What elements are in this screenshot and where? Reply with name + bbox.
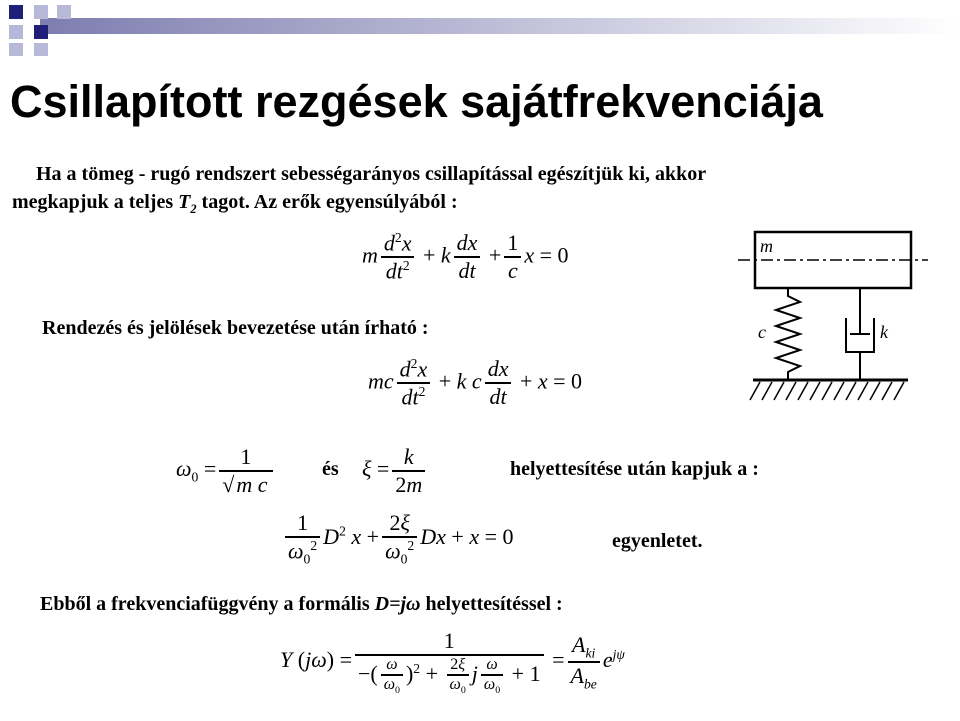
intro-line-2	[12, 188, 458, 223]
deco-square-1	[9, 5, 23, 19]
ebbol-line	[40, 590, 563, 618]
deco-square-3	[57, 5, 71, 19]
ebbol-text-a: Ebből a frekvenciafüggvény a formális	[40, 593, 370, 615]
equation-operator: $\frac{1}{\omega_0^2}$ $D^2$ x + $\frac{2\xi}{\omega_0^2}$ Dx + x = 0	[282, 510, 514, 568]
deco-square-6	[9, 43, 23, 56]
intro-line-2-b: tagot. Az erők egyensúlyából :	[196, 191, 458, 213]
damper-label: k	[880, 322, 888, 342]
mass-label: m	[760, 236, 773, 256]
helyettesitese-text: helyettesítése után kapjuk a :	[510, 458, 759, 480]
deco-square-2	[34, 5, 48, 19]
slide-title: Csillapított rezgések sajátfrekvenciája	[10, 76, 823, 127]
rendezes-text: Rendezés és jelölések bevezetése után írható :	[42, 317, 429, 339]
header-gradient-band	[40, 18, 960, 34]
t2-symbol: $T_2$	[178, 191, 197, 216]
xi-definition: ξ = $\frac{k}{2m}$	[362, 444, 428, 498]
ebbol-text-b: helyettesítéssel :	[425, 593, 563, 615]
spring-label: c	[758, 322, 766, 342]
es-text: és	[322, 458, 339, 480]
deco-square-5	[34, 25, 48, 39]
equation-motion: m $\frac{d^2x}{dt^2}$ + k $\frac{dx}{dt}$ + $\frac{1}{c}$ x = 0	[362, 230, 569, 284]
deco-square-4	[9, 25, 23, 39]
ground-hatching	[750, 382, 904, 400]
omega-definition: $\omega_0$ = $\frac{1}{\text{√m c}}$	[176, 444, 276, 498]
equation-frequency-function: Y (jω) = 1 −( $\frac{\omega}{\omega_0}$ )$^2$ + $\frac{2\xi}{\omega_0}$ j $\frac{\omega}{\omega_0}$ + 1 = $\frac{A_{ki}}{A_{be}}$ $e^{j\psi}$	[280, 628, 625, 697]
deco-square-7	[34, 43, 48, 56]
spring	[776, 288, 800, 380]
header-decoration	[0, 0, 960, 58]
equation-normalized: mc $\frac{d^2x}{dt^2}$ + k c $\frac{dx}{dt}$ + x = 0	[368, 356, 583, 410]
mass-spring-damper-diagram	[738, 222, 928, 412]
intro-line-1: Ha a tömeg - rugó rendszert sebességarányos csillapítással egészítjük ki, akkor	[36, 163, 707, 185]
d-substitution: D=jω	[374, 593, 421, 615]
intro-line-2-a: megkapjuk a teljes	[12, 191, 179, 213]
egyenletet-text: egyenletet.	[612, 530, 703, 552]
